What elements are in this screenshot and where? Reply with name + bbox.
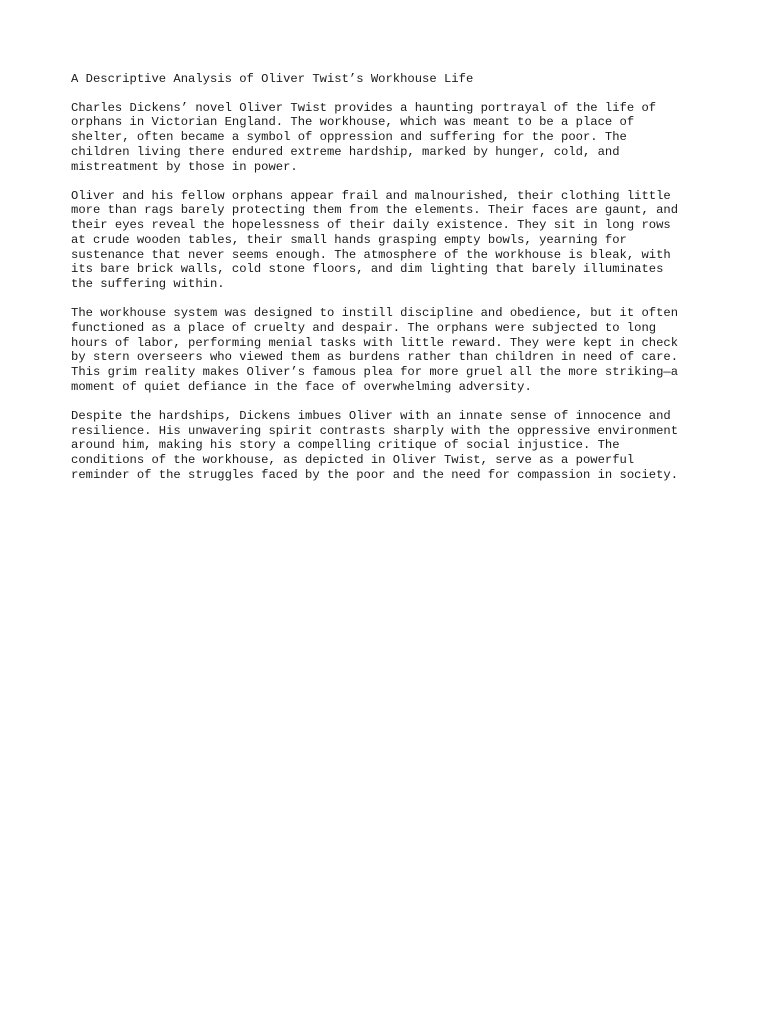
text-line: moment of quiet defiance in the face of overwhelming adversity. [71, 379, 532, 394]
document-title: A Descriptive Analysis of Oliver Twist’s Workhouse Life [71, 72, 474, 86]
text-line: resilience. His unwavering spirit contrasts sharply with the oppressive environment [71, 423, 679, 438]
text-line: around him, making his story a compelling critique of social injustice. The [71, 438, 620, 453]
text-line: conditions of the workhouse, as depicted in Oliver Twist, serve as a powerful [71, 452, 635, 467]
paragraph-2 [71, 189, 711, 292]
text-line: orphans in Victorian England. The workhouse, which was meant to be a place of [71, 115, 635, 130]
text-line: This grim reality makes Oliver’s famous plea for more gruel all the more striking—a [71, 364, 679, 379]
text-line: reminder of the struggles faced by the poor and the need for compassion in society. [71, 467, 679, 482]
text-line: Despite the hardships, Dickens imbues Oliver with an innate sense of innocence and [71, 408, 671, 423]
paragraph-3 [71, 306, 711, 394]
text-line: sustenance that never seems enough. The atmosphere of the workhouse is bleak, with [71, 247, 671, 262]
document-page [71, 72, 711, 497]
text-line: the suffering within. [71, 276, 225, 291]
paragraph-4 [71, 409, 711, 483]
text-line: Charles Dickens’ novel Oliver Twist provides a haunting portrayal of the life of [71, 100, 657, 115]
text-line: functioned as a place of cruelty and despair. The orphans were subjected to long [71, 320, 657, 335]
text-line: at crude wooden tables, their small hands grasping empty bowls, yearning for [71, 232, 627, 247]
text-line: their eyes reveal the hopelessness of their daily existence. They sit in long rows [71, 218, 671, 233]
text-line: by stern overseers who viewed them as burdens rather than children in need of care. [71, 350, 679, 365]
paragraph-1 [71, 101, 711, 175]
text-line: shelter, often became a symbol of oppression and suffering for the poor. The [71, 130, 627, 145]
text-line: its bare brick walls, cold stone floors, and dim lighting that barely illuminates [71, 262, 664, 277]
text-line: children living there endured extreme hardship, marked by hunger, cold, and [71, 144, 620, 159]
text-line: The workhouse system was designed to instill discipline and obedience, but it often [71, 306, 679, 321]
text-line: mistreatment by those in power. [71, 159, 298, 174]
text-line: hours of labor, performing menial tasks with little reward. They were kept in check [71, 335, 679, 350]
text-line: Oliver and his fellow orphans appear frail and malnourished, their clothing little [71, 188, 671, 203]
text-line: more than rags barely protecting them from the elements. Their faces are gaunt, and [71, 203, 679, 218]
